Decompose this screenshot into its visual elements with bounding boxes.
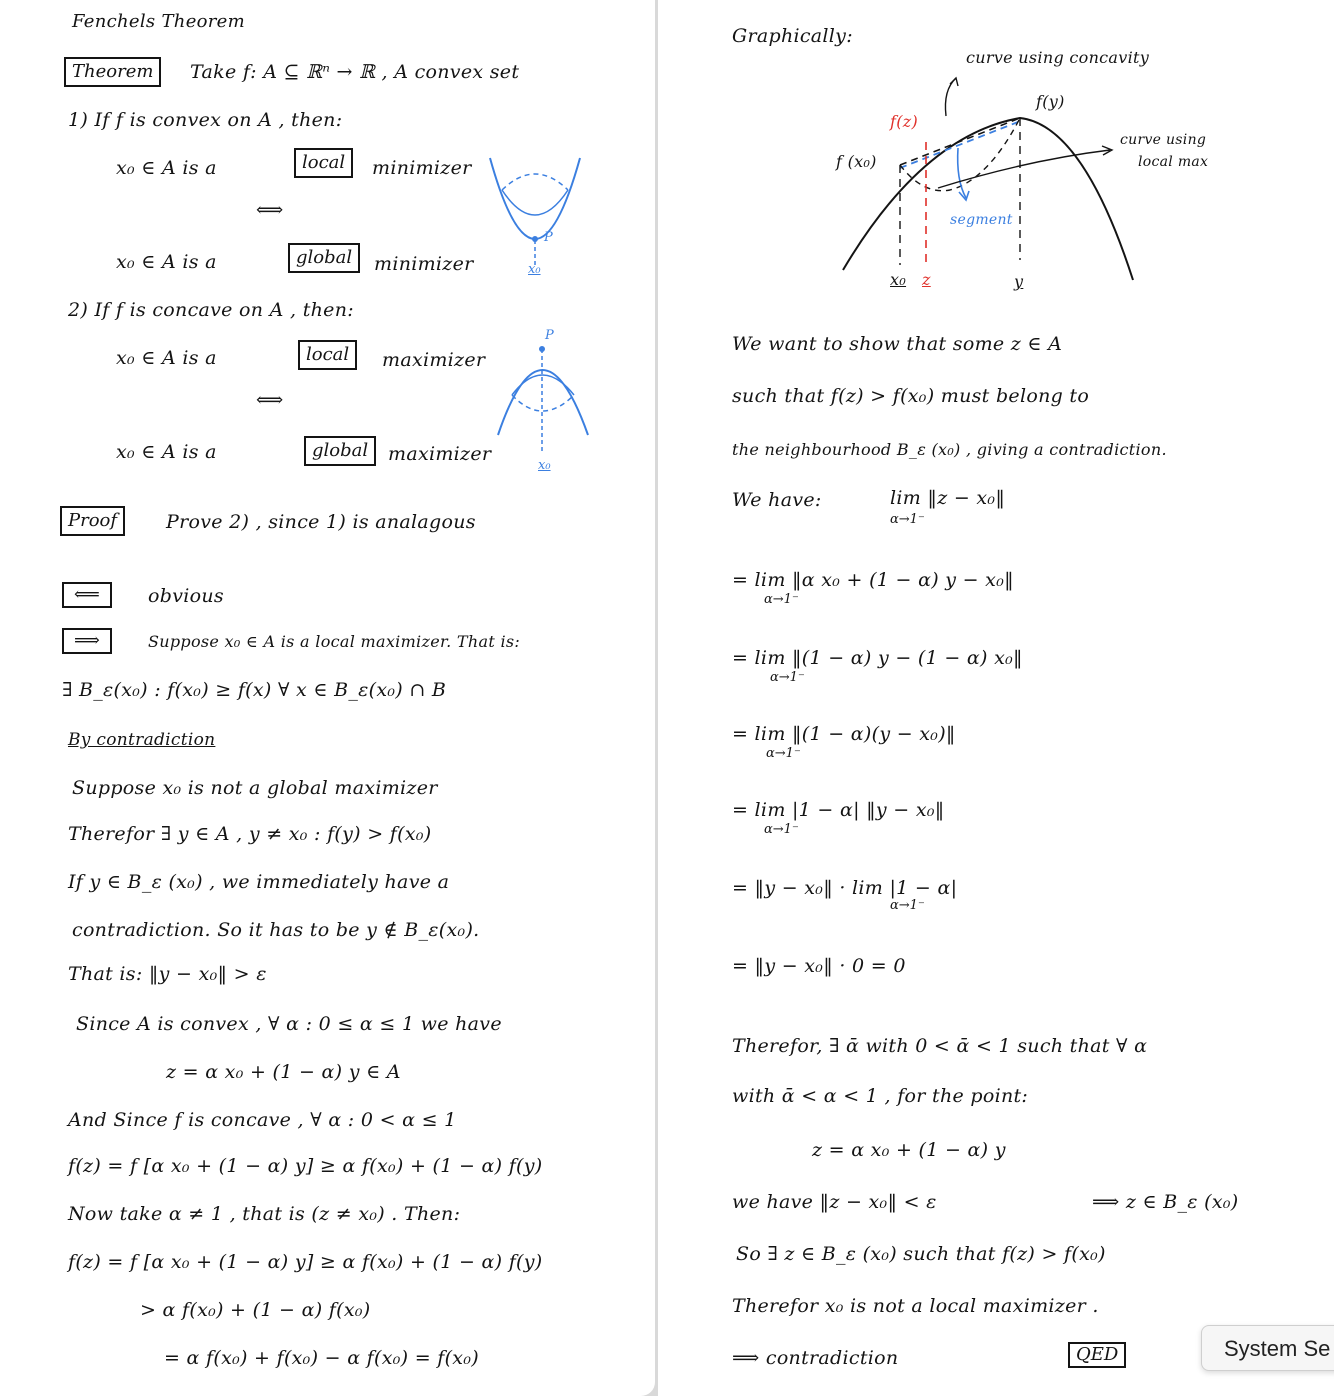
left-direction-box: ⟸ — [62, 582, 112, 608]
label-segment: segment — [950, 212, 1013, 228]
equation-step-1-sub: α→1⁻ — [764, 592, 799, 607]
proof-line-5: That is: ‖y − x₀‖ > ε — [68, 963, 267, 985]
proof-line-13: = α f(x₀) + f(x₀) − α f(x₀) = f(x₀) — [164, 1347, 479, 1369]
right-line-4-limit: lim ‖z − x₀‖ — [890, 487, 1006, 509]
right-line-1: We want to show that some z ∈ A — [732, 333, 1063, 355]
qed-box: QED — [1068, 1342, 1126, 1368]
proof-line-1: Suppose x₀ is not a global maximizer — [72, 777, 438, 799]
case2-iff: ⟺ — [256, 389, 284, 411]
equation-step-6: = ‖y − x₀‖ · 0 = 0 — [732, 955, 906, 977]
case2-local-pre: x₀ ∈ A is a — [116, 347, 217, 369]
right-direction-box: ⟹ — [62, 628, 112, 654]
label-y-axis: y — [1014, 272, 1024, 291]
right-line-3: the neighbourhood B_ε (x₀) , giving a contradiction. — [732, 440, 1167, 459]
right-line-10: Therefor x₀ is not a local maximizer . — [732, 1295, 1099, 1317]
left-direction-text: obvious — [148, 585, 224, 607]
case2-global-pre: x₀ ∈ A is a — [116, 441, 217, 463]
system-settings-tooltip: System Se — [1201, 1325, 1334, 1371]
right-line-8-right: ⟹ z ∈ B_ε (x₀) — [1092, 1191, 1239, 1213]
right-line-5: Therefor, ∃ ᾱ with 0 < ᾱ < 1 such that ∀ α — [732, 1035, 1148, 1057]
right-line-9: So ∃ z ∈ B_ε (x₀) such that f(z) > f(x₀) — [736, 1243, 1106, 1265]
proof-line-6: Since A is convex , ∀ α : 0 ≤ α ≤ 1 we have — [76, 1013, 502, 1035]
by-contradiction-heading: By contradiction — [68, 730, 216, 750]
label-curve-using-local-max-1: curve using — [1120, 132, 1207, 148]
label-curve-using-local-max-2: local max — [1138, 154, 1209, 170]
label-f-of-x0: f (x₀) — [836, 152, 877, 171]
proof-line-3: If y ∈ B_ε (x₀) , we immediately have a — [68, 871, 450, 893]
concave-diagram-x0-label: x₀ — [538, 458, 551, 473]
right-line-11: ⟹ contradiction — [732, 1347, 899, 1369]
case2-local-post: maximizer — [382, 349, 486, 371]
right-line-4-limit-sub: α→1⁻ — [890, 512, 925, 527]
proof-statement: Prove 2) , since 1) is analagous — [166, 511, 476, 533]
left-note-page — [0, 0, 655, 1396]
equation-step-5-sub: α→1⁻ — [890, 898, 925, 913]
proof-line-10: Now take α ≠ 1 , that is (z ≠ x₀) . Then: — [68, 1203, 461, 1225]
theorem-label: Theorem — [64, 57, 161, 87]
right-note-page — [658, 0, 1334, 1396]
case2-local-box: local — [298, 340, 357, 370]
right-line-7: z = α x₀ + (1 − α) y — [812, 1139, 1006, 1161]
equation-step-4: = lim |1 − α| ‖y − x₀‖ — [732, 799, 945, 821]
equation-step-3: = lim ‖(1 − α)(y − x₀)‖ — [732, 723, 956, 745]
case1-heading: 1) If f is convex on A , then: — [68, 109, 343, 131]
label-z-axis: z — [922, 270, 931, 289]
equation-step-4-sub: α→1⁻ — [764, 822, 799, 837]
proof-line-2: Therefor ∃ y ∈ A , y ≠ x₀ : f(y) > f(x₀) — [68, 823, 432, 845]
case1-global-pre: x₀ ∈ A is a — [116, 251, 217, 273]
case1-local-post: minimizer — [372, 157, 472, 179]
proof-label: Proof — [60, 506, 125, 536]
convex-diagram-p-label: P — [544, 230, 553, 245]
convex-diagram-x0-label: x₀ — [528, 262, 541, 277]
proof-line-12: > α f(x₀) + (1 − α) f(x₀) — [140, 1299, 371, 1321]
graphically-heading: Graphically: — [732, 25, 853, 47]
case1-global-post: minimizer — [374, 253, 474, 275]
case2-global-box: global — [304, 436, 376, 466]
equation-step-2: = lim ‖(1 − α) y − (1 − α) x₀‖ — [732, 647, 1023, 669]
proof-line-7: z = α x₀ + (1 − α) y ∈ A — [166, 1061, 401, 1083]
note-title: Fenchels Theorem — [72, 11, 246, 32]
label-f-of-y: f(y) — [1036, 92, 1065, 111]
right-line-6: with ᾱ < α < 1 , for the point: — [732, 1085, 1029, 1107]
case1-local-box: local — [294, 148, 353, 178]
concave-parabola-diagram — [490, 335, 600, 465]
equation-step-5: = ‖y − x₀‖ · lim |1 − α| — [732, 877, 958, 899]
case2-global-post: maximizer — [388, 443, 492, 465]
case1-local-pre: x₀ ∈ A is a — [116, 157, 217, 179]
equation-step-3-sub: α→1⁻ — [766, 746, 801, 761]
label-f-of-z: f(z) — [890, 112, 919, 131]
proof-line-4: contradiction. So it has to be y ∉ B_ε(x₀). — [72, 919, 480, 941]
proof-line-9: f(z) = f [α x₀ + (1 − α) y] ≥ α f(x₀) + (1 − α) f(y) — [68, 1155, 543, 1177]
right-line-4-pre: We have: — [732, 489, 822, 511]
right-line-8-left: we have ‖z − x₀‖ < ε — [732, 1191, 937, 1213]
theorem-statement: Take f: A ⊆ ℝⁿ → ℝ , A convex set — [190, 61, 520, 83]
case2-heading: 2) If f is concave on A , then: — [68, 299, 354, 321]
case1-iff: ⟺ — [256, 199, 284, 221]
label-curve-using-concavity: curve using concavity — [966, 48, 1150, 67]
concavity-graph-diagram — [828, 70, 1158, 285]
equation-step-1: = lim ‖α x₀ + (1 − α) y − x₀‖ — [732, 569, 1014, 591]
label-x0-axis: x₀ — [890, 270, 907, 289]
exists-neighbourhood-line: ∃ B_ε(x₀) : f(x₀) ≥ f(x) ∀ x ∈ B_ε(x₀) ∩ B — [62, 679, 447, 701]
proof-line-11: f(z) = f [α x₀ + (1 − α) y] ≥ α f(x₀) + (1 − α) f(y) — [68, 1251, 543, 1273]
right-direction-text: Suppose x₀ ∈ A is a local maximizer. That is: — [148, 632, 521, 651]
proof-line-8: And Since f is concave , ∀ α : 0 < α ≤ 1 — [68, 1109, 457, 1131]
equation-step-2-sub: α→1⁻ — [770, 670, 805, 685]
concave-diagram-p-label: P — [545, 328, 554, 343]
case1-global-box: global — [288, 243, 360, 273]
right-line-2: such that f(z) > f(x₀) must belong to — [732, 385, 1090, 407]
